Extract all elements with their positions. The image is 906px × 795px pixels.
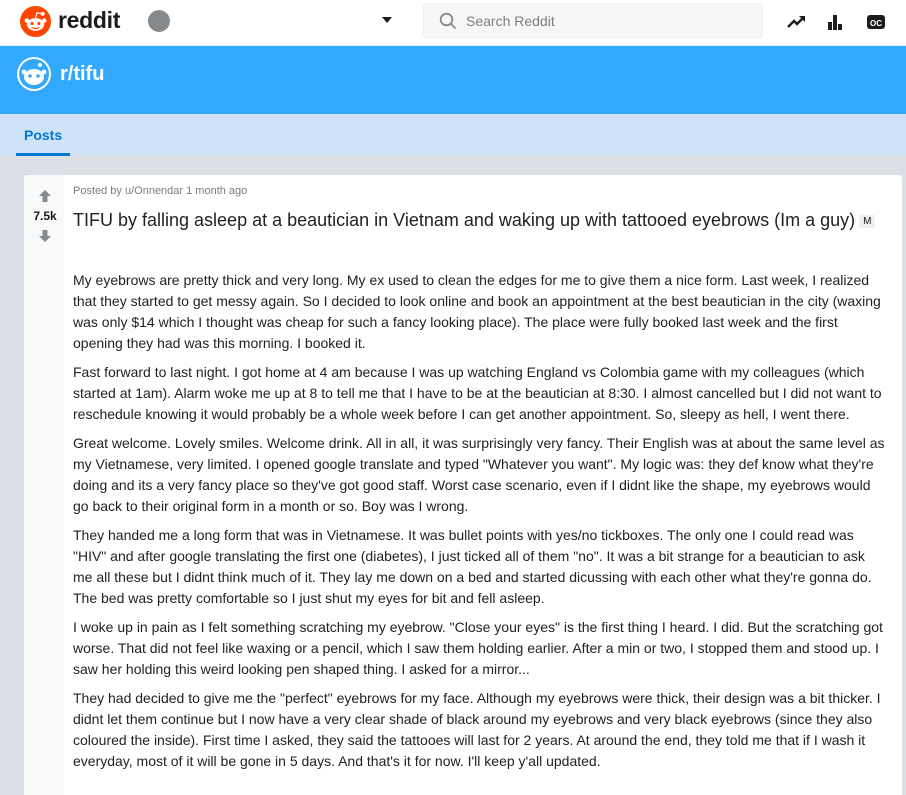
post-card[interactable] — [24, 175, 902, 795]
vote-column — [24, 175, 64, 795]
trending-icon[interactable] — [786, 13, 806, 31]
chevron-down-icon[interactable] — [382, 17, 392, 23]
reddit-logo-icon[interactable] — [20, 6, 51, 37]
post-paragraph: They handed me a long form that was in Vietnamese. It was bullet points with yes/no tickboxes. The only one I could read was "HIV" and after google translating the first one (diabetes), I just ticked all of them "no". It was a bit strange for a beautician to ask me all these but I didnt think much of it. They lay me down on a bed and started dicussing with each other what they're gonna do. The bed was pretty comfortable so I just shut my eyes for bit and fell asleep. — [73, 527, 872, 606]
upvote-icon[interactable] — [38, 189, 52, 203]
vote-score: 7.5k — [33, 209, 57, 223]
subreddit-name[interactable]: r/tifu — [60, 63, 105, 85]
post-title-container[interactable] — [73, 208, 888, 232]
subreddit-banner — [0, 46, 906, 114]
post-body — [73, 270, 888, 780]
subreddit-avatar-icon[interactable] — [16, 56, 52, 92]
post-meta: Posted by u/Onnendar 1 month ago — [73, 185, 248, 197]
search-input[interactable] — [464, 10, 748, 32]
top-navbar — [0, 0, 906, 46]
tab-posts[interactable]: Posts — [16, 127, 70, 156]
post-flair: M — [859, 215, 875, 228]
search-box[interactable] — [423, 3, 763, 38]
post-paragraph: My eyebrows are pretty thick and very long. My ex used to clean the edges for me to give them a nice form. Last week, I realized that they started to get messy again. So I decided to look online and book an appointment at the best beautician in the city (waxing was only $14 which I thought was cheap for such a fancy looking place). The place were fully booked last week and the first opening they had was this morning. I booked it. — [73, 272, 881, 351]
search-icon — [439, 12, 457, 30]
reddit-wordmark[interactable]: reddit — [58, 7, 121, 33]
post-paragraph: I woke up in pain as I felt something scratching my eyebrow. "Close your eyes" is the first thing I heard. I did. But the scratching got worse. That did not feel like waxing or a pencil, which I saw them holding earlier. After a min or two, I stopped them and stood up. I saw her holding this weird looking pen shaped thing. I asked for a mirror... — [73, 619, 883, 677]
oc-label: OC — [870, 19, 882, 28]
post-paragraph: Fast forward to last night. I got home at 4 am because I was up watching England vs Colombia game with my colleagues (which started at 1am). Alarm woke me up at 8 to tell me that I have to be at the beautician at 8:30. I almost cancelled but I did not want to reschedule knowing it would probably be a whole week before I can get another appointment. So, sleepy as hell, I went there. — [73, 364, 882, 422]
downvote-icon[interactable] — [38, 229, 52, 243]
post-paragraph: Great welcome. Lovely smiles. Welcome drink. All in all, it was surprisingly very fancy. Their English was at about the same level as my Vietnamese, very limited. I opened google translate and typed "Whatever you want". My logic was: they def know what they're doing and its a very fancy place so they've got good staff. Worst case scenario, even if I didnt like the shape, my eyebrows would go back to their original form in a month or so. Boy was I wrong. — [73, 435, 885, 514]
stats-icon[interactable] — [826, 13, 846, 31]
post-paragraph: They had decided to give me the "perfect" eyebrows for my face. Although my eyebrows were thick, their design was a bit thicker. I didnt let them continue but I now have a very clear shade of black around my eyebrows and very black eyebrows (since they also coloured the inside). First time I asked, they said the tattooes will last for 2 years. At around the end, they told me that if I wash it everyday, most of it will be gone in 5 days. And that's it for now. I'll keep y'all updated. — [73, 690, 881, 769]
oc-icon[interactable] — [866, 13, 886, 31]
post-title[interactable]: TIFU by falling asleep at a beautician in Vietnam and waking up with tattooed eyebrows (Im a guy) — [73, 210, 856, 230]
subreddit-tabs — [0, 115, 906, 155]
user-avatar-icon[interactable] — [148, 10, 170, 32]
